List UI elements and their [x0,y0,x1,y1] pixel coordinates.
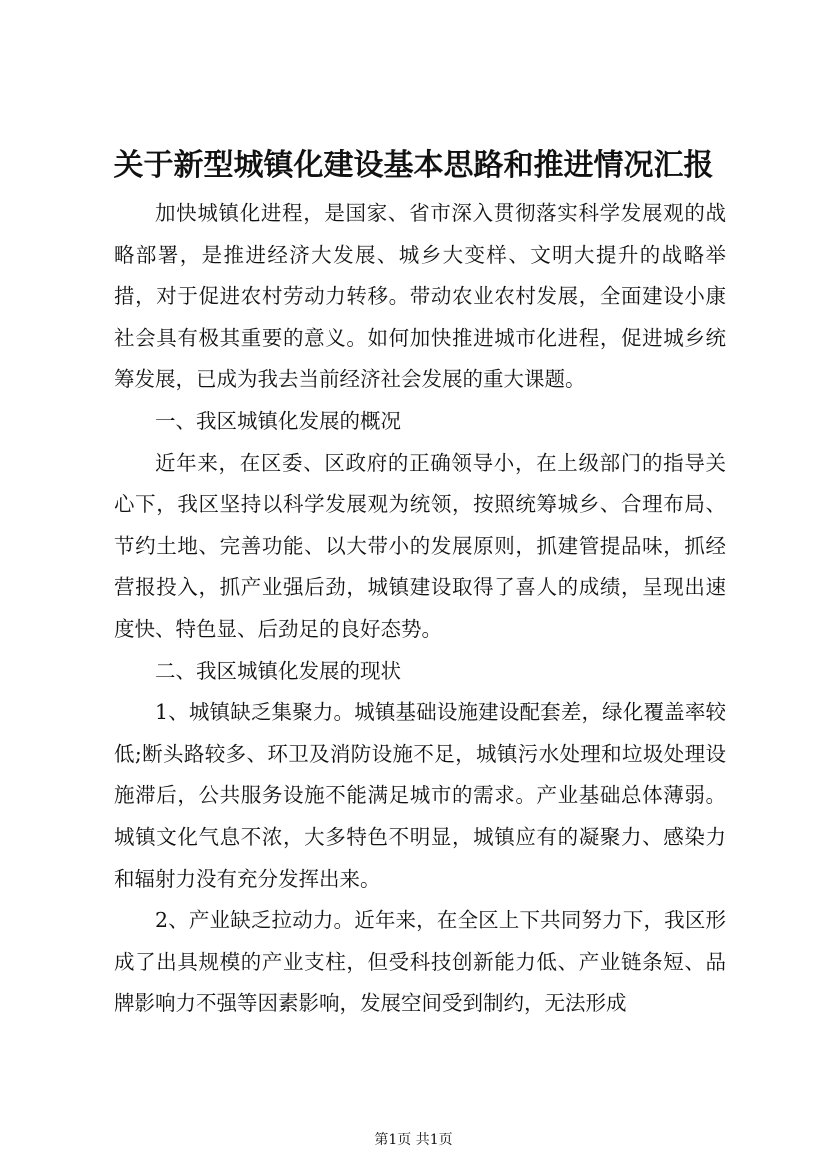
paragraph-status-1: 1、城镇缺乏集聚力。城镇基础设施建设配套差，绿化覆盖率较低;断头路较多、环卫及消防设施不足，城镇污水处理和垃圾处理设施滞后，公共服务设施不能满足城市的需求。产业基础总体薄弱。城镇文化气息不浓，大多特色不明显，城镇应有的凝聚力、感染力和辐射力没有充分发挥出来。 [114,700,726,891]
paragraph-intro: 加快城镇化进程，是国家、省市深入贯彻落实科学发展观的战略部署，是推进经济大发展、城乡大变样、文明大提升的战略举措，对于促进农村劳动力转移。带动农业农村发展，全面建设小康社会具有极其重要的意义。如何加快推进城市化进程，促进城乡统筹发展，已成为我去当前经济社会发展的重大课题。 [114,201,726,392]
section-heading-overview: 一、我区城镇化发展的概况 [155,408,401,433]
document-body [114,193,726,1025]
document-title: 关于新型城镇化建设基本思路和推进情况汇报 [113,148,714,183]
paragraph-overview: 近年来，在区委、区政府的正确领导小，在上级部门的指导关心下，我区坚持以科学发展观为统领，按照统筹城乡、合理布局、节约土地、完善功能、以大带小的发展原则，抓建管提品味，抓经营报投入，抓产业强后劲，城镇建设取得了喜人的成绩，呈现出速度快、特色显、后劲足的良好态势。 [114,450,726,641]
section-heading-status: 二、我区城镇化发展的现状 [155,658,401,683]
paragraph-status-2: 2、产业缺乏拉动力。近年来，在全区上下共同努力下，我区形成了出具规模的产业支柱，但受科技创新能力低、产业链条短、品牌影响力不强等因素影响，发展空间受到制约，无法形成 [114,908,726,1016]
page-number-footer: 第1页 共1页 [374,1132,453,1148]
